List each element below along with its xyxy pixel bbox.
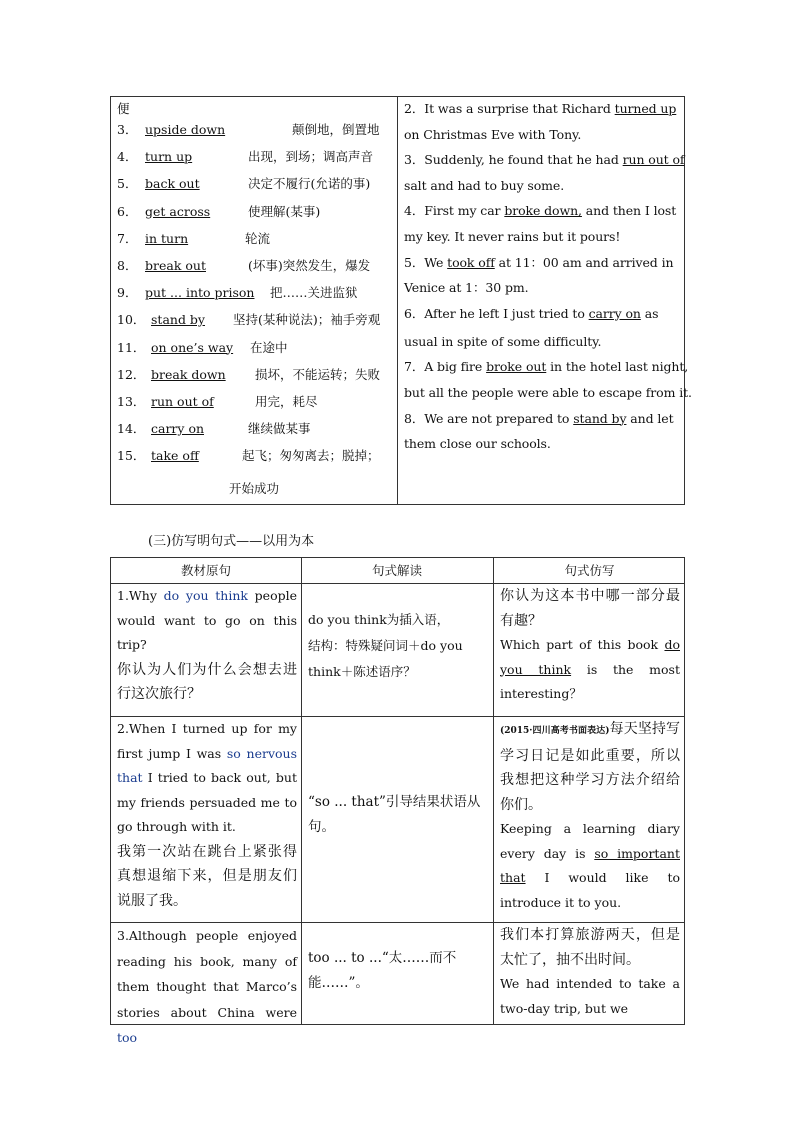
sentence-line: 2．It was a surprise that Richard turned up [404,101,677,116]
imitation: 我们本打算旅游两天，但是太忙了，抽不出时间。 We had intended to take a two-day trip, but we [500,927,680,1016]
answer: so important that [500,845,680,885]
sentence-line: usual in spite of some difficulty. [404,333,602,349]
practice-sentences [404,99,692,460]
answer: broke out [486,359,547,375]
phrase-row: 9． put ... into prison 把……关进监狱 [117,285,358,301]
phrase-row: 5． back out 决定不履行(允诺的事) [117,176,371,192]
sentence-line: 6．After he left I just tried to carry on as [404,305,659,321]
answer: do you think [500,637,680,677]
sentence-line: them close our schools. [404,436,551,452]
phrase-row: 12． break down 损坏，不能运转；失败 [117,366,381,382]
sentence-line: 5．We took off at 11：00 am and arrived in [404,254,674,270]
sentence-line: but all the people were able to escape from it. [404,384,692,400]
section-title: (三)仿写明句式——以用为本 [148,534,315,549]
phrase-row: 15． take off 起飞；匆匆离去；脱掉； [117,448,380,464]
phrase-row: 6． get across 使理解(某事) [117,203,321,219]
phrase: take off [151,448,199,464]
phrase: stand by [151,312,205,328]
phrase-row: 3． upside down 颠倒地，倒置地 [117,122,380,137]
source-note: (2015·四川高考书面表达) [500,726,610,736]
column-divider [301,558,302,1024]
header-analysis: 句式解读 [371,563,422,578]
meaning: 颠倒地，倒置地 [292,122,380,137]
meaning: (坏事)突然发生，爆发 [248,257,371,273]
highlight: so nervous that [117,745,297,785]
continued-meaning: 开始成功 [229,481,280,496]
phrase: run out of [151,393,214,409]
continued-text: 便 [117,101,130,116]
phrase: upside down [145,122,226,137]
meaning: 用完，耗尽 [255,393,318,409]
phrase: turn up [145,149,193,165]
sentence-line: salt and had to buy some. [404,177,565,193]
phrase-row: 14． carry on 继续做某事 [117,421,311,437]
answer: took off [447,254,495,270]
highlight: too [117,1030,138,1045]
column-divider [493,558,494,1024]
sentence-line: my key. It never rains but it pours! [404,228,621,244]
meaning: 使理解(某事) [248,203,321,219]
phrase-list [117,99,393,496]
meaning: 决定不履行(允诺的事) [248,176,371,192]
analysis: too ... to ...“太……而不能……”。 [308,950,457,991]
phrase: break down [151,366,226,382]
phrase-row: 7． in turn 轮流 [117,230,271,246]
sentence-line: 4．First my car broke down, and then I lost [404,203,677,219]
phrase: on one’s way [151,339,234,355]
answer: carry on [588,305,641,321]
answer: turned up [614,101,677,116]
header-imitation: 句式仿写 [564,563,615,578]
meaning: 把……关进监狱 [270,285,358,301]
phrase: back out [145,176,200,192]
meaning: 出现，到场；调高声音 [248,149,374,165]
imitation: 你认为这本书中哪一部分最有趣？ Which part of this book do you think is the most interesting？ [500,588,680,701]
column-divider [397,97,398,504]
phrase-row: 10． stand by 坚持(某种说法)；袖手旁观 [117,312,381,328]
header-original: 教材原句 [180,563,231,578]
phrase: carry on [151,421,205,437]
original-sentence: 2.When I turned up for my first jump I was so nervous that I tried to back out, but my friends persuaded me to go through with it. 我第一次站在跳台上紧张得真想退缩下来，但是朋友们说服了我。 [117,721,297,909]
sentence-line: 3．Suddenly, he found that he had run out of [404,152,685,168]
sentence-line: 7．A big fire broke out in the hotel last night, [404,359,689,375]
highlight: do you think [163,588,248,603]
sentence-line: on Christmas Eve with Tony. [404,126,582,142]
phrase-row: 4． turn up 出现，到场；调高声音 [117,149,374,165]
imitation: (2015·四川高考书面表达)每天坚持写学习日记是如此重要，所以我想把这种学习方法介绍给你们。 Keeping a learning diary every day is so important that I would like to introduce it to you. [500,721,681,910]
answer: run out of [622,152,685,168]
answer: broke down, [504,203,582,219]
meaning: 轮流 [245,230,271,246]
answer: stand by [573,410,627,426]
meaning: 起飞；匆匆离去；脱掉； [242,448,380,464]
analysis: do you think为插入语， 结构：特殊疑问词＋do you think＋陈述语序？ [308,612,463,679]
original-sentence: 3.Although people enjoyed reading his book, many of them thought that Marco’s stories about China were too [117,928,297,1045]
meaning: 继续做某事 [248,421,311,437]
phrase-row: 11． on one’s way 在途中 [117,339,288,355]
vocab-table [110,96,692,505]
phrase-row: 8． break out (坏事)突然发生，爆发 [117,257,371,273]
sentence-table [110,557,685,1045]
meaning: 在途中 [250,339,288,355]
phrase: get across [145,203,211,219]
sentence-line: Venice at 1：30 pm. [404,280,529,296]
meaning: 损坏，不能运转；失败 [255,366,381,382]
original-sentence: 1.Why do you think people would want to go on this trip? 你认为人们为什么会想去进行这次旅行？ [117,588,298,702]
phrase: break out [145,257,206,273]
phrase: put ... into prison [145,285,255,301]
analysis: “so ... that”引导结果状语从句。 [308,794,481,835]
meaning: 坚持(某种说法)；袖手旁观 [233,312,381,328]
phrase-row: 13． run out of 用完，耗尽 [117,393,318,409]
sentence-line: 8．We are not prepared to stand by and let [404,410,674,426]
phrase: in turn [145,230,189,246]
